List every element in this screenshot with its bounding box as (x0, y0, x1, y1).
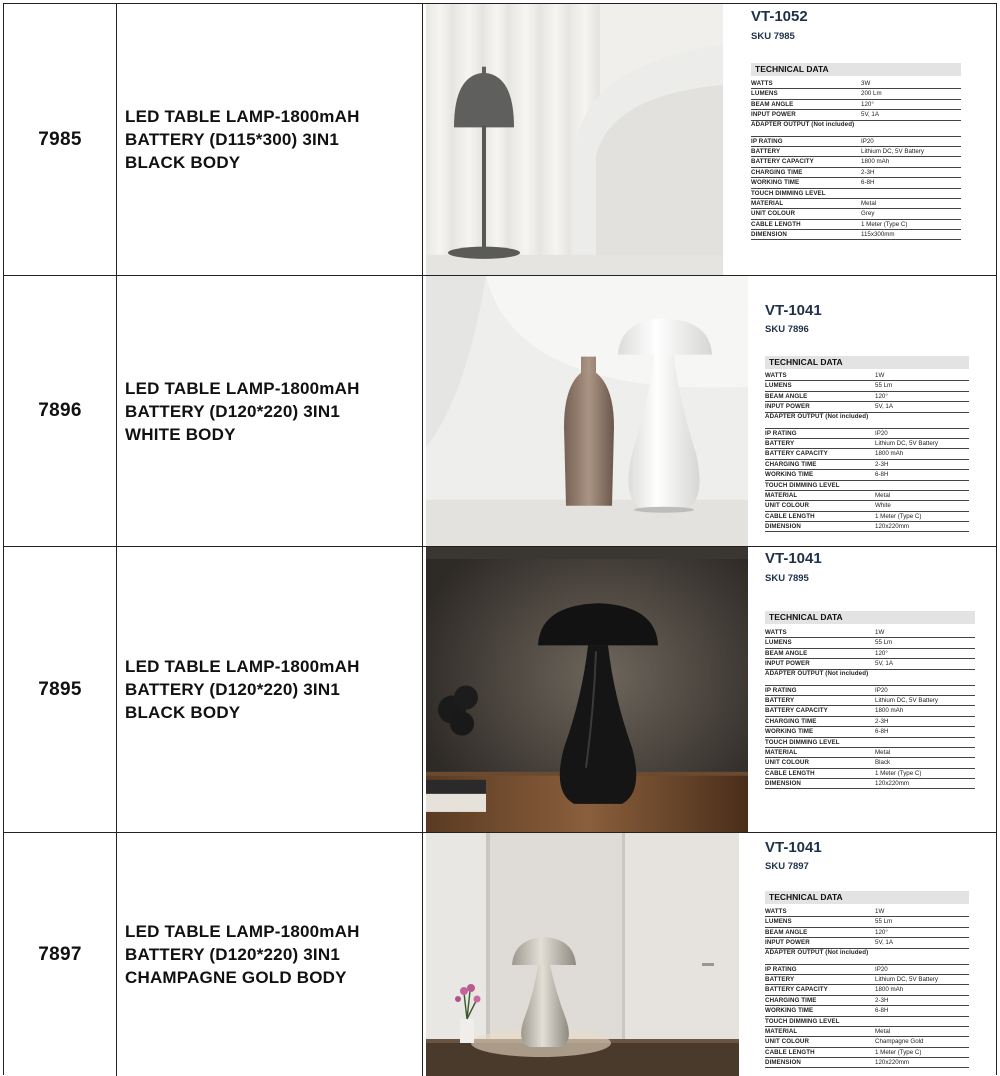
spec-row (765, 371, 969, 381)
spec-sku: SKU 7985 (751, 31, 795, 42)
spec-value: 6-8H (861, 179, 875, 187)
spec-row (751, 110, 961, 120)
spec-value: 55 Lm (875, 382, 893, 390)
spec-value: 120° (875, 928, 888, 936)
product-photo (426, 547, 748, 832)
spec-key: WORKING TIME (765, 1007, 814, 1015)
spec-value: 120x220mm (875, 1059, 910, 1067)
spec-key: CHARGING TIME (765, 460, 817, 468)
spec-value: 1 Meter (Type C) (861, 220, 908, 228)
spec-key: BATTERY CAPACITY (751, 158, 814, 166)
product-description (125, 105, 360, 174)
spec-sheet (759, 547, 995, 832)
spec-value: White (875, 502, 891, 510)
spec-row (765, 949, 969, 965)
spec-key: ADAPTER OUTPUT (Not included) (751, 121, 855, 129)
spec-key: BEAM ANGLE (765, 392, 808, 400)
spec-key: WATTS (765, 908, 787, 915)
spec-row (765, 706, 975, 716)
sku-number: 7896 (38, 400, 82, 421)
spec-key: BATTERY (765, 975, 795, 983)
spec-row (765, 491, 969, 501)
spec-row (765, 758, 975, 768)
spec-row (751, 79, 961, 89)
spec-value: IP20 (875, 686, 888, 694)
spec-key: UNIT COLOUR (765, 502, 810, 510)
spec-key: CABLE LENGTH (765, 1048, 815, 1056)
spec-value: 1 Meter (Type C) (875, 769, 922, 777)
spec-key: UNIT COLOUR (765, 1038, 810, 1046)
spec-key: IP RATING (765, 965, 797, 973)
description-line: BATTERY (D120*220) 3IN1 (125, 401, 340, 421)
spec-key: BEAM ANGLE (751, 100, 794, 108)
product-photo (426, 276, 748, 546)
spec-row (765, 381, 969, 391)
sku-cell (4, 547, 117, 832)
spec-value: IP20 (875, 965, 888, 973)
spec-value: Lithium DC, 5V Battery (875, 696, 938, 704)
sku-cell (4, 276, 117, 546)
spec-row (765, 686, 975, 696)
spec-value: 1 Meter (Type C) (875, 512, 922, 520)
product-row (4, 547, 996, 833)
spec-value (875, 1017, 969, 1026)
spec-key: INPUT POWER (751, 111, 796, 119)
spec-row (765, 985, 969, 995)
spec-value: IP20 (861, 137, 874, 145)
spec-key: IP RATING (765, 429, 797, 437)
spec-row (765, 965, 969, 975)
spec-key: BATTERY CAPACITY (765, 986, 828, 994)
description-line: CHAMPAGNE GOLD BODY (125, 968, 347, 987)
spec-value: 2-3H (875, 717, 889, 725)
spec-key: DIMENSION (751, 231, 787, 239)
spec-row (765, 522, 969, 532)
description-line: WHITE BODY (125, 424, 236, 444)
spec-key: UNIT COLOUR (751, 210, 796, 218)
sku-cell (4, 4, 117, 275)
spec-row (765, 481, 969, 491)
description-line: BLACK BODY (125, 703, 241, 722)
spec-sku: SKU 7895 (765, 573, 809, 584)
description-line: LED TABLE LAMP-1800mAH (125, 922, 360, 941)
spec-row (765, 1037, 969, 1047)
spec-value: 1W (875, 908, 885, 915)
spec-row (765, 748, 975, 758)
spec-key: WATTS (765, 629, 787, 636)
sku-number: 7895 (38, 678, 82, 700)
spec-row (765, 1027, 969, 1037)
model-number: VT-1041 (765, 839, 822, 856)
spec-key: TOUCH DIMMING LEVEL (765, 738, 840, 746)
spec-value: IP20 (875, 429, 888, 437)
sku-cell (4, 833, 117, 1076)
spec-row (751, 137, 961, 147)
spec-key: WORKING TIME (765, 471, 814, 479)
spec-value: 120° (875, 392, 888, 400)
product-row (4, 276, 996, 547)
description-line: BLACK BODY (125, 153, 241, 172)
spec-value: 120x220mm (875, 780, 910, 788)
spec-row (765, 769, 975, 779)
spec-row (765, 1006, 969, 1016)
sku-number: 7897 (38, 943, 82, 965)
spec-value (875, 413, 969, 428)
spec-key: ADAPTER OUTPUT (Not included) (765, 949, 869, 957)
spec-value: 55 Lm (875, 918, 893, 926)
spec-value: 115x300mm (861, 231, 895, 239)
product-photo (426, 4, 723, 275)
spec-value: Champagne Gold (875, 1038, 924, 1046)
spec-row (751, 178, 961, 188)
product-photo (426, 833, 739, 1076)
spec-value: Metal (875, 1027, 891, 1035)
spec-row (765, 449, 969, 459)
spec-row (765, 402, 969, 412)
spec-key: BATTERY CAPACITY (765, 707, 828, 715)
spec-row (765, 1017, 969, 1027)
spec-row (751, 220, 961, 230)
spec-key: LUMENS (751, 90, 778, 98)
spec-key: BEAM ANGLE (765, 928, 808, 936)
spec-value: 2-3H (861, 168, 875, 176)
spec-row (751, 121, 961, 137)
spec-key: BEAM ANGLE (765, 649, 808, 657)
media-cell (423, 276, 995, 546)
spec-value: 6-8H (875, 1007, 889, 1015)
spec-value: 1W (875, 629, 885, 636)
spec-key: TOUCH DIMMING LEVEL (765, 1017, 840, 1025)
spec-key: BATTERY (751, 147, 781, 155)
spec-row (765, 439, 969, 449)
spec-value (875, 481, 969, 490)
spec-key: MATERIAL (765, 491, 798, 499)
spec-key: CHARGING TIME (765, 717, 817, 725)
spec-row (765, 512, 969, 522)
spec-value: 120° (875, 649, 888, 657)
spec-value (875, 949, 969, 964)
description-cell (117, 276, 423, 546)
spec-sheet (749, 4, 995, 275)
spec-value: Lithium DC, 5V Battery (861, 147, 924, 155)
description-cell (117, 4, 423, 275)
spec-key: DIMENSION (765, 1059, 801, 1067)
spec-value: Lithium DC, 5V Battery (875, 439, 938, 447)
spec-value (861, 189, 961, 198)
spec-value: 1 Meter (Type C) (875, 1048, 922, 1056)
spec-row (765, 501, 969, 511)
spec-table (751, 79, 961, 240)
technical-data-heading: TECHNICAL DATA (765, 891, 969, 904)
spec-key: MATERIAL (765, 1027, 798, 1035)
spec-row (765, 1058, 969, 1068)
description-cell (117, 547, 423, 832)
spec-key: TOUCH DIMMING LEVEL (765, 481, 840, 489)
media-cell (423, 547, 995, 832)
product-catalog-table (3, 3, 997, 1075)
model-number: VT-1041 (765, 302, 822, 319)
spec-value: 1800 mAh (875, 707, 904, 715)
spec-value: 200 Lm (861, 90, 882, 98)
spec-table (765, 907, 969, 1068)
spec-value: Metal (875, 748, 891, 756)
spec-key: CHARGING TIME (751, 168, 803, 176)
spec-row (751, 147, 961, 157)
spec-value: Grey (861, 210, 875, 218)
media-cell (423, 4, 995, 275)
spec-sku: SKU 7897 (765, 861, 809, 872)
spec-row (765, 670, 975, 686)
spec-value: 6-8H (875, 471, 889, 479)
spec-row (765, 429, 969, 439)
spec-row (751, 189, 961, 199)
spec-key: IP RATING (765, 686, 797, 694)
technical-data-heading: TECHNICAL DATA (765, 611, 975, 624)
spec-value: Metal (875, 491, 891, 499)
spec-table (765, 628, 975, 789)
spec-row (751, 89, 961, 99)
spec-key: LUMENS (765, 918, 792, 926)
spec-key: CABLE LENGTH (765, 769, 815, 777)
spec-key: MATERIAL (751, 199, 784, 207)
spec-sheet (759, 276, 995, 546)
spec-row (765, 628, 975, 638)
spec-value: 5V, 1A (875, 660, 894, 668)
description-line: BATTERY (D120*220) 3IN1 (125, 680, 340, 699)
spec-key: IP RATING (751, 137, 783, 145)
spec-row (765, 413, 969, 429)
spec-row (751, 199, 961, 209)
spec-key: MATERIAL (765, 748, 798, 756)
product-description (125, 655, 360, 724)
spec-value (875, 670, 975, 685)
spec-key: ADAPTER OUTPUT (Not included) (765, 670, 869, 678)
spec-value: Lithium DC, 5V Battery (875, 975, 938, 983)
spec-value: 5V, 1A (861, 111, 880, 119)
spec-key: ADAPTER OUTPUT (Not included) (765, 413, 869, 421)
spec-key: BATTERY (765, 439, 795, 447)
technical-data-heading: TECHNICAL DATA (751, 63, 961, 76)
spec-key: INPUT POWER (765, 403, 810, 411)
media-cell (423, 833, 995, 1076)
spec-key: WATTS (765, 372, 787, 379)
spec-row (765, 928, 969, 938)
spec-value: 2-3H (875, 996, 889, 1004)
spec-table (765, 371, 969, 532)
spec-sku: SKU 7896 (765, 324, 809, 335)
spec-value (861, 121, 961, 136)
description-cell (117, 833, 423, 1076)
spec-key: DIMENSION (765, 523, 801, 531)
spec-row (765, 907, 969, 917)
spec-value: 6-8H (875, 728, 889, 736)
spec-key: DIMENSION (765, 780, 801, 788)
spec-key: TOUCH DIMMING LEVEL (751, 189, 826, 197)
spec-key: LUMENS (765, 639, 792, 647)
spec-row (765, 975, 969, 985)
spec-key: BATTERY CAPACITY (765, 450, 828, 458)
spec-row (751, 157, 961, 167)
spec-key: WORKING TIME (751, 179, 800, 187)
sku-number: 7985 (38, 128, 82, 150)
spec-row (765, 1048, 969, 1058)
spec-key: WATTS (751, 80, 773, 87)
spec-row (765, 938, 969, 948)
spec-row (765, 392, 969, 402)
spec-row (765, 649, 975, 659)
spec-value: 1W (875, 372, 885, 379)
spec-value: 5V, 1A (875, 939, 894, 947)
spec-row (751, 209, 961, 219)
technical-data-heading: TECHNICAL DATA (765, 356, 969, 369)
spec-row (751, 168, 961, 178)
spec-row (765, 779, 975, 789)
product-description (125, 377, 360, 446)
spec-key: LUMENS (765, 382, 792, 390)
spec-row (765, 659, 975, 669)
description-line: LED TABLE LAMP-1800mAH (125, 378, 360, 398)
spec-key: INPUT POWER (765, 939, 810, 947)
spec-key: UNIT COLOUR (765, 759, 810, 767)
product-description (125, 920, 360, 989)
spec-key: CHARGING TIME (765, 996, 817, 1004)
spec-value: 1800 mAh (875, 450, 904, 458)
spec-row (765, 470, 969, 480)
spec-row (751, 230, 961, 240)
spec-sheet (759, 833, 995, 1076)
spec-value (875, 738, 975, 747)
description-line: BATTERY (D115*300) 3IN1 (125, 130, 340, 149)
description-line: LED TABLE LAMP-1800mAH (125, 107, 360, 126)
spec-value: 3W (861, 80, 871, 87)
model-number: VT-1041 (765, 550, 822, 567)
spec-value: 1800 mAh (875, 986, 904, 994)
spec-value: 2-3H (875, 460, 889, 468)
spec-value: 1800 mAh (861, 158, 890, 166)
spec-row (765, 917, 969, 927)
spec-row (765, 738, 975, 748)
spec-row (765, 696, 975, 706)
spec-key: CABLE LENGTH (765, 512, 815, 520)
product-row (4, 4, 996, 276)
spec-key: BATTERY (765, 696, 795, 704)
spec-row (751, 100, 961, 110)
description-line: LED TABLE LAMP-1800mAH (125, 657, 360, 676)
spec-value: Black (875, 759, 891, 767)
spec-value: Metal (861, 199, 877, 207)
spec-row (765, 717, 975, 727)
spec-key: CABLE LENGTH (751, 220, 801, 228)
spec-row (765, 638, 975, 648)
spec-value: 55 Lm (875, 639, 893, 647)
description-line: BATTERY (D120*220) 3IN1 (125, 945, 340, 964)
spec-key: INPUT POWER (765, 660, 810, 668)
spec-value: 5V, 1A (875, 403, 894, 411)
spec-value: 120° (861, 100, 874, 108)
product-row (4, 833, 996, 1076)
spec-row (765, 996, 969, 1006)
spec-key: WORKING TIME (765, 728, 814, 736)
model-number: VT-1052 (751, 8, 808, 25)
spec-row (765, 727, 975, 737)
spec-value: 120x220mm (875, 523, 910, 531)
spec-row (765, 460, 969, 470)
